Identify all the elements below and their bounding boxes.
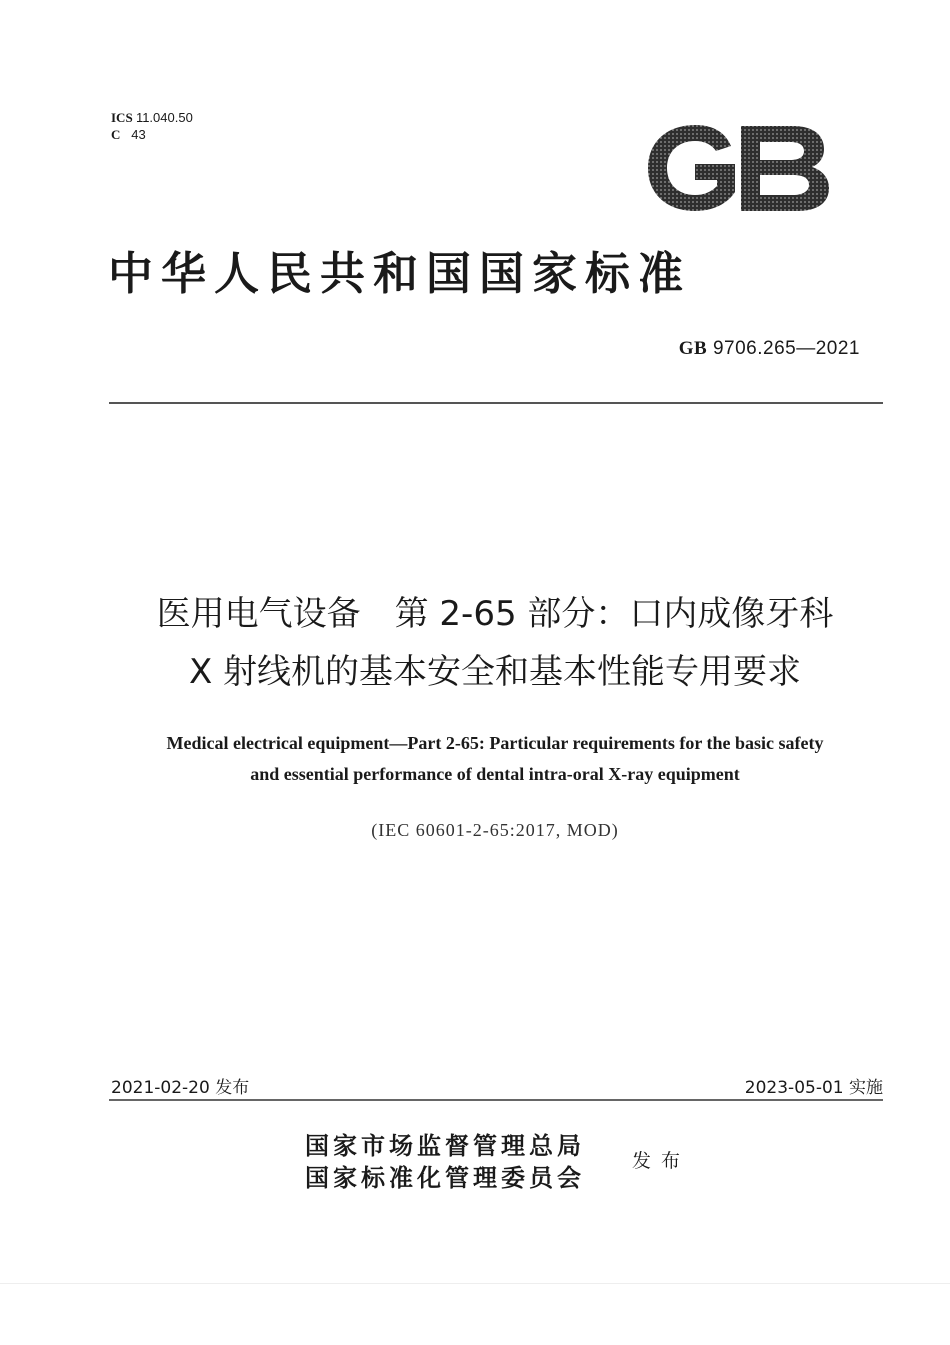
authority-samr: 国家市场监督管理总局: [305, 1131, 585, 1160]
ccs-line: [111, 126, 193, 143]
national-standard-title: 中华人民共和国国家标准: [108, 247, 692, 300]
bottom-divider: [109, 1099, 883, 1101]
standard-number: [679, 338, 860, 360]
issue-date: 2021-02-20 发布: [111, 1078, 250, 1098]
ics-value: 11.040.50: [135, 110, 193, 125]
gb-logo-icon: [643, 120, 833, 215]
authority-sac: 国家标准化管理委员会: [305, 1163, 585, 1192]
ics-line: [111, 109, 193, 126]
standard-number-prefix: GB: [678, 338, 708, 359]
chinese-title-line-2: X 射线机的基本安全和基本性能专用要求: [188, 652, 802, 692]
publish-label: 发布: [632, 1150, 691, 1172]
standard-number-value: 9706.265—2021: [712, 338, 860, 359]
issuing-authorities: [305, 1130, 585, 1194]
english-title-line-2: and essential performance of dental intra-oral X-ray equipment: [250, 764, 740, 784]
top-divider: [109, 402, 883, 404]
chinese-title-line-1: 医用电气设备 第 2-65 部分：口内成像牙科: [156, 594, 834, 634]
gb-logo-graphic: [643, 120, 833, 215]
ccs-key: C: [111, 127, 121, 142]
ics-key: ICS: [111, 110, 133, 125]
iec-reference: (IEC 60601-2-65:2017, MOD): [371, 820, 619, 840]
english-title: [100, 728, 890, 790]
page-edge: [0, 1283, 950, 1284]
implementation-date: 2023-05-01 实施: [744, 1078, 883, 1098]
ccs-value: 43: [131, 127, 146, 142]
chinese-title: [100, 585, 890, 701]
classification-codes: [111, 109, 193, 143]
english-title-line-1: Medical electrical equipment—Part 2-65: Particular requirements for the basic safety: [166, 733, 824, 753]
